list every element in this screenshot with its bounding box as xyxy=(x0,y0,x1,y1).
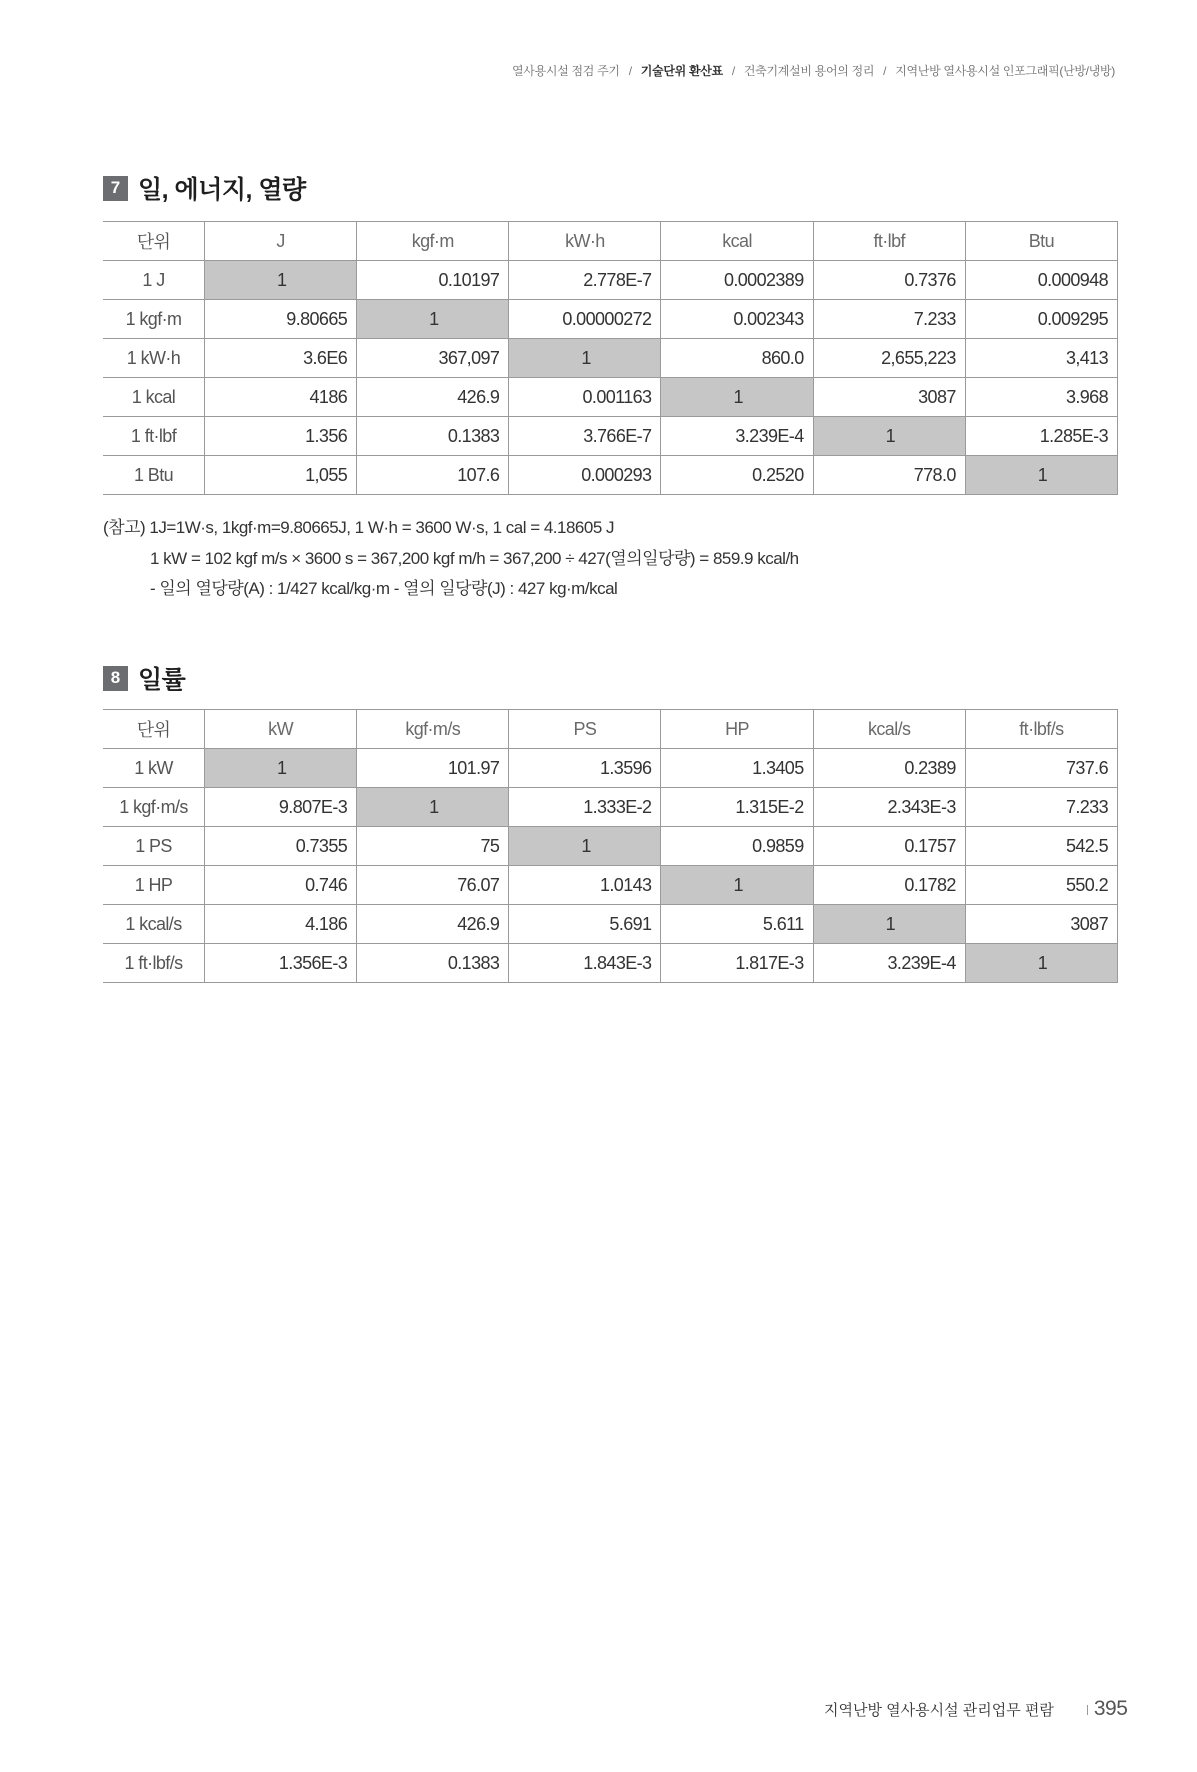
table-cell: 2.343E-3 xyxy=(813,788,965,827)
diagonal-cell: 1 xyxy=(965,944,1117,983)
column-header: kW·h xyxy=(509,222,661,261)
table-cell: 3.6E6 xyxy=(205,339,357,378)
table-cell: 778.0 xyxy=(813,456,965,495)
table-cell: 737.6 xyxy=(965,749,1117,788)
diagonal-cell: 1 xyxy=(661,378,813,417)
table-cell: 1.817E-3 xyxy=(661,944,813,983)
column-header: kcal xyxy=(661,222,813,261)
page-number: 395 xyxy=(1093,1697,1128,1720)
table-cell: 2,655,223 xyxy=(813,339,965,378)
table-cell: 5.691 xyxy=(509,905,661,944)
column-header: ft·lbf xyxy=(813,222,965,261)
diagonal-cell: 1 xyxy=(357,788,509,827)
table-cell: 3.239E-4 xyxy=(813,944,965,983)
table-cell: 426.9 xyxy=(357,378,509,417)
table-row xyxy=(103,749,1118,788)
table-cell: 3,413 xyxy=(965,339,1117,378)
column-header-unit: 단위 xyxy=(103,222,205,261)
table-header-row xyxy=(103,222,1118,261)
table-cell: 1.315E-2 xyxy=(661,788,813,827)
section-title: 일률 xyxy=(138,666,186,694)
table-cell: 76.07 xyxy=(357,866,509,905)
diagonal-cell: 1 xyxy=(661,866,813,905)
table-cell: 3.968 xyxy=(965,378,1117,417)
row-unit-label: 1 ft·lbf/s xyxy=(103,944,205,983)
row-unit-label: 1 kgf·m xyxy=(103,300,205,339)
table-cell: 367,097 xyxy=(357,339,509,378)
table-cell: 0.00000272 xyxy=(509,300,661,339)
table-row xyxy=(103,788,1118,827)
table-cell: 9.80665 xyxy=(205,300,357,339)
table-cell: 4186 xyxy=(205,378,357,417)
table-cell: 1.3405 xyxy=(661,749,813,788)
column-header: kcal/s xyxy=(813,710,965,749)
table-row xyxy=(103,417,1118,456)
page-footer xyxy=(824,1697,1127,1721)
table-row xyxy=(103,378,1118,417)
breadcrumb xyxy=(512,62,1115,79)
diagonal-cell: 1 xyxy=(965,456,1117,495)
column-header-unit: 단위 xyxy=(103,710,205,749)
breadcrumb-item[interactable]: 열사용시설 점검 주기 xyxy=(512,64,620,78)
table-cell: 0.1782 xyxy=(813,866,965,905)
breadcrumb-separator: / xyxy=(883,64,887,78)
diagonal-cell: 1 xyxy=(205,749,357,788)
section-number-badge: 7 xyxy=(103,176,128,201)
note-line: 1 kW = 102 kgf m/s × 3600 s = 367,200 kgf m/h = 367,200 ÷ 427(열의일당량) = 859.9 kcal/h xyxy=(150,548,799,568)
section-8-heading xyxy=(103,660,185,696)
section-title: 일, 에너지, 열량 xyxy=(138,176,306,204)
power-conversion-table xyxy=(103,709,1118,983)
diagonal-cell: 1 xyxy=(509,827,661,866)
table-cell: 860.0 xyxy=(661,339,813,378)
table-cell: 7.233 xyxy=(965,788,1117,827)
table-cell: 2.778E-7 xyxy=(509,261,661,300)
table-cell: 4.186 xyxy=(205,905,357,944)
diagonal-cell: 1 xyxy=(509,339,661,378)
table-cell: 75 xyxy=(357,827,509,866)
column-header: kgf·m xyxy=(357,222,509,261)
row-unit-label: 1 kcal/s xyxy=(103,905,205,944)
table-cell: 0.2389 xyxy=(813,749,965,788)
table-cell: 101.97 xyxy=(357,749,509,788)
table-cell: 426.9 xyxy=(357,905,509,944)
table-header-row xyxy=(103,710,1118,749)
table-cell: 0.000293 xyxy=(509,456,661,495)
table-cell: 1.843E-3 xyxy=(509,944,661,983)
table-cell: 0.10197 xyxy=(357,261,509,300)
table-cell: 0.000948 xyxy=(965,261,1117,300)
table-cell: 9.807E-3 xyxy=(205,788,357,827)
table-cell: 1.356 xyxy=(205,417,357,456)
diagonal-cell: 1 xyxy=(813,417,965,456)
row-unit-label: 1 kcal xyxy=(103,378,205,417)
table-cell: 0.1383 xyxy=(357,944,509,983)
row-unit-label: 1 HP xyxy=(103,866,205,905)
table-cell: 0.9859 xyxy=(661,827,813,866)
row-unit-label: 1 kW·h xyxy=(103,339,205,378)
breadcrumb-item-active[interactable]: 기술단위 환산표 xyxy=(640,64,723,78)
breadcrumb-item[interactable]: 지역난방 열사용시설 인포그래픽(난방/냉방) xyxy=(895,64,1115,78)
diagonal-cell: 1 xyxy=(205,261,357,300)
footer-divider xyxy=(1087,1705,1088,1715)
table-cell: 3087 xyxy=(965,905,1117,944)
column-header: ft·lbf/s xyxy=(965,710,1117,749)
table-cell: 542.5 xyxy=(965,827,1117,866)
table-cell: 0.1757 xyxy=(813,827,965,866)
column-header: PS xyxy=(509,710,661,749)
note-line: - 일의 열당량(A) : 1/427 kcal/kg·m - 열의 일당량(J) : 427 kg·m/kcal xyxy=(150,579,618,598)
table-row xyxy=(103,944,1118,983)
diagonal-cell: 1 xyxy=(357,300,509,339)
table-row xyxy=(103,456,1118,495)
row-unit-label: 1 J xyxy=(103,261,205,300)
row-unit-label: 1 Btu xyxy=(103,456,205,495)
table-cell: 0.7355 xyxy=(205,827,357,866)
section-7-heading xyxy=(103,170,306,206)
table-cell: 0.0002389 xyxy=(661,261,813,300)
table-row xyxy=(103,261,1118,300)
table-cell: 107.6 xyxy=(357,456,509,495)
table-cell: 3087 xyxy=(813,378,965,417)
column-header: HP xyxy=(661,710,813,749)
row-unit-label: 1 kW xyxy=(103,749,205,788)
table-cell: 7.233 xyxy=(813,300,965,339)
column-header: J xyxy=(205,222,357,261)
column-header: kgf·m/s xyxy=(357,710,509,749)
table-cell: 0.002343 xyxy=(661,300,813,339)
table-row xyxy=(103,827,1118,866)
table-cell: 3.766E-7 xyxy=(509,417,661,456)
energy-conversion-table xyxy=(103,221,1118,495)
table-cell: 1.3596 xyxy=(509,749,661,788)
table-cell: 1.333E-2 xyxy=(509,788,661,827)
row-unit-label: 1 PS xyxy=(103,827,205,866)
table-cell: 1.285E-3 xyxy=(965,417,1117,456)
table-cell: 550.2 xyxy=(965,866,1117,905)
table-cell: 0.746 xyxy=(205,866,357,905)
diagonal-cell: 1 xyxy=(813,905,965,944)
table-cell: 0.001163 xyxy=(509,378,661,417)
table-cell: 5.611 xyxy=(661,905,813,944)
book-title: 지역난방 열사용시설 관리업무 편람 xyxy=(824,1702,1054,1719)
table-cell: 1.356E-3 xyxy=(205,944,357,983)
table-cell: 1,055 xyxy=(205,456,357,495)
section-number-badge: 8 xyxy=(103,666,128,691)
table-cell: 0.7376 xyxy=(813,261,965,300)
reference-notes xyxy=(103,513,799,605)
table-row xyxy=(103,905,1118,944)
note-line: (참고) 1J=1W·s, 1kgf·m=9.80665J, 1 W·h = 3600 W·s, 1 cal = 4.18605 J xyxy=(103,518,615,537)
column-header: Btu xyxy=(965,222,1117,261)
table-cell: 1.0143 xyxy=(509,866,661,905)
table-cell: 0.2520 xyxy=(661,456,813,495)
breadcrumb-item[interactable]: 건축기계설비 용어의 정리 xyxy=(743,64,875,78)
row-unit-label: 1 ft·lbf xyxy=(103,417,205,456)
column-header: kW xyxy=(205,710,357,749)
row-unit-label: 1 kgf·m/s xyxy=(103,788,205,827)
breadcrumb-separator: / xyxy=(628,64,632,78)
table-row xyxy=(103,300,1118,339)
table-row xyxy=(103,339,1118,378)
table-cell: 0.009295 xyxy=(965,300,1117,339)
table-cell: 0.1383 xyxy=(357,417,509,456)
table-cell: 3.239E-4 xyxy=(661,417,813,456)
breadcrumb-separator: / xyxy=(731,64,735,78)
table-row xyxy=(103,866,1118,905)
